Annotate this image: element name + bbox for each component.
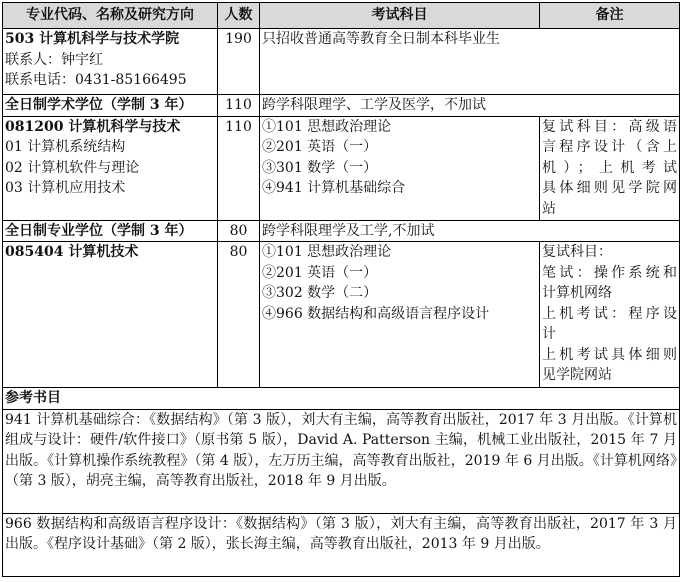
professional-degree-count: 80 [218, 220, 260, 242]
references-para1: 941 计算机基础综合：《数据结构》（第 3 版），刘大有主编，高等教育出版社，2017 年 3 月出版。《计算机组成与设计：硬件/软件接口》（原书第 5 版），David A. Patterson 主编，机械工业出版社，2015 年 7 月出版。《计算机操作系统教程》（第 4 版），左万历主编，高等教育出版社，2019 年 6 月出版。《计算机网络》（第 3 版），胡亮主编，高等教育出版社，2018 年 9 月出版。 [3, 409, 680, 513]
subject-item: ②201 英语（一） [262, 264, 378, 281]
header-remarks: 备注 [540, 3, 680, 29]
subject-item: ①101 思想政治理论 [262, 244, 392, 260]
college-row [3, 29, 680, 95]
college-note: 只招收普通高等教育全日制本科毕业生 [260, 29, 680, 95]
professional-degree-note: 跨学科限理学及工学,不加试 [260, 220, 680, 242]
subject-item: ④966 数据结构和高级语言程序设计 [262, 305, 490, 322]
subject-item: ④941 计算机基础综合 [262, 180, 406, 196]
subject-item: ③302 数学（二） [262, 285, 378, 301]
remark-line: 计算机网络 [542, 285, 612, 301]
direction-item: 03 计算机应用技术 [5, 180, 126, 196]
remark-line: 复试科目： [542, 244, 612, 260]
major-081200-title: 081200 计算机科学与技术 [5, 118, 181, 135]
college-title: 503 计算机科学与技术学院 [5, 31, 180, 47]
major-085404-count: 80 [218, 242, 260, 388]
references-para1-row [3, 409, 680, 513]
remark-line: 机）；上机考试 [542, 159, 677, 176]
academic-degree-title: 全日制学术学位（学制 3 年） [3, 95, 218, 117]
references-para2-row [3, 513, 680, 576]
major-085404-row [3, 242, 680, 388]
college-cell [3, 29, 218, 95]
major-085404-remarks [540, 242, 680, 388]
direction-item: 02 计算机软件与理论 [5, 159, 140, 176]
contact-phone: 联系电话：0431-85166495 [5, 72, 187, 88]
remark-line: 站 [542, 200, 556, 217]
references-title-row [3, 388, 680, 410]
subject-item: ③301 数学（一） [262, 159, 378, 176]
admission-table [2, 2, 680, 577]
academic-degree-row [3, 95, 680, 117]
subject-item: ②201 英语（一） [262, 139, 378, 155]
major-081200-subjects [260, 116, 540, 220]
major-081200-row [3, 116, 680, 220]
remark-line: 上机考试：程序设 [542, 305, 677, 322]
references-para2: 966 数据结构和高级语言程序设计：《数据结构》（第 3 版），刘大有主编，高等教育出版社，2017 年 3 月出版。《程序设计基础》（第 2 版），张长海主编，高等教育出版社，2013 年 9 月出版。 [3, 513, 680, 576]
remark-line: 言程序设计（含上 [542, 139, 677, 155]
direction-item: 01 计算机系统结构 [5, 139, 126, 155]
college-count: 190 [218, 29, 260, 95]
header-major: 专业代码、名称及研究方向 [3, 3, 218, 29]
remark-line: 见学院网站 [542, 367, 612, 383]
references-title: 参考书目 [3, 388, 680, 410]
professional-degree-row [3, 220, 680, 242]
subject-item: ①101 思想政治理论 [262, 118, 392, 135]
major-085404-subjects [260, 242, 540, 388]
major-081200-cell [3, 116, 218, 220]
header-subjects: 考试科目 [260, 3, 540, 29]
major-085404-title: 085404 计算机技术 [5, 244, 139, 260]
professional-degree-title: 全日制专业学位（学制 3 年） [3, 220, 218, 242]
header-count: 人数 [218, 3, 260, 29]
academic-degree-note: 跨学科限理学、工学及医学，不加试 [260, 95, 680, 117]
admission-table-page [2, 2, 679, 580]
remark-line: 具体细则见学院网 [542, 180, 677, 196]
academic-degree-count: 110 [218, 95, 260, 117]
remark-line: 笔试：操作系统和 [542, 264, 677, 281]
major-085404-cell [3, 242, 218, 388]
remark-line: 计 [542, 326, 556, 342]
remark-line: 上机考试具体细则 [542, 346, 677, 363]
remark-line: 复试科目：高级语 [542, 118, 677, 135]
major-081200-count: 110 [218, 116, 260, 220]
major-081200-remarks [540, 116, 680, 220]
contact-person: 联系人：钟宇红 [5, 51, 103, 68]
header-row [3, 3, 680, 29]
